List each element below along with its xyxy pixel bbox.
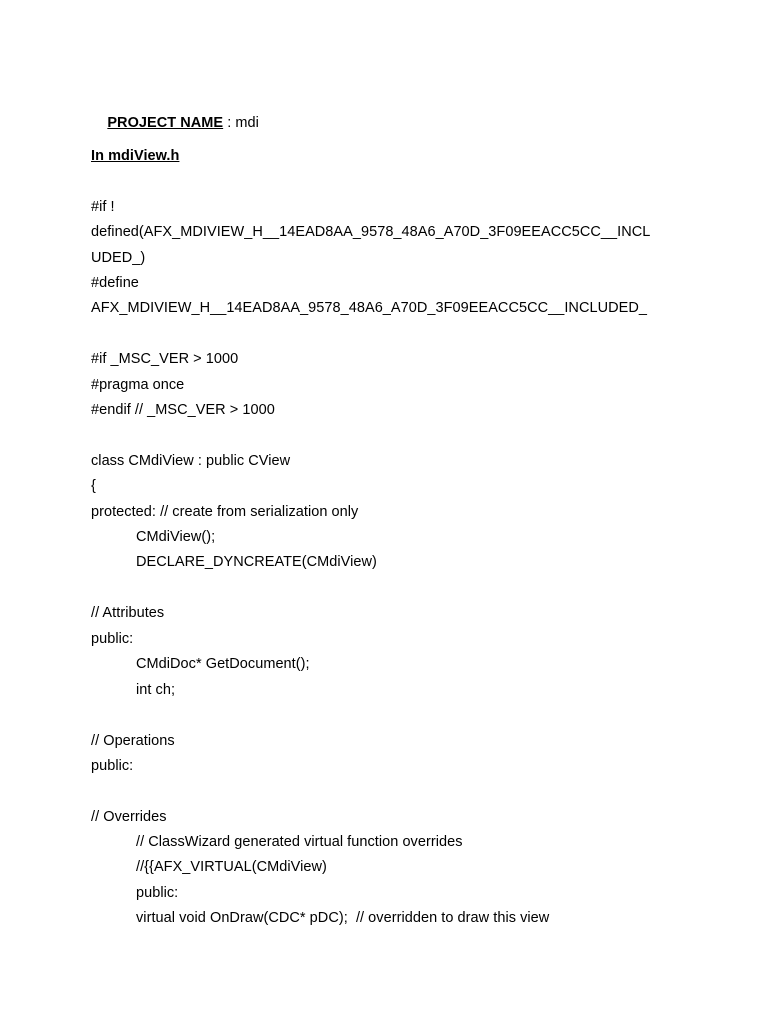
code-line: UDED_) xyxy=(91,250,146,266)
code-line: { xyxy=(91,478,96,494)
code-line: public: xyxy=(91,631,134,647)
code-line: virtual void OnDraw(CDC* pDC); // overridden to draw this view xyxy=(136,910,550,926)
code-line: AFX_MDIVIEW_H__14EAD8AA_9578_48A6_A70D_3F09EEACC5CC__INCLUDED_ xyxy=(91,300,647,316)
code-line: // Overrides xyxy=(91,809,167,825)
project-name-line xyxy=(91,96,259,150)
code-line: int ch; xyxy=(136,682,176,698)
project-name-label: PROJECT NAME xyxy=(107,115,224,131)
code-line: protected: // create from serialization only xyxy=(91,504,359,520)
code-line: #endif // _MSC_VER > 1000 xyxy=(91,402,275,418)
code-line: CMdiDoc* GetDocument(); xyxy=(136,656,310,672)
code-line: #pragma once xyxy=(91,377,185,393)
code-line: #if ! xyxy=(91,199,115,215)
code-line: #define xyxy=(91,275,139,291)
code-line: #if _MSC_VER > 1000 xyxy=(91,351,239,367)
code-line: CMdiView(); xyxy=(136,529,216,545)
code-line: // ClassWizard generated virtual function overrides xyxy=(136,834,463,850)
code-line: DECLARE_DYNCREATE(CMdiView) xyxy=(136,554,377,570)
code-line: public: xyxy=(136,885,179,901)
code-line: defined(AFX_MDIVIEW_H__14EAD8AA_9578_48A6_A70D_3F09EEACC5CC__INCL xyxy=(91,224,651,240)
file-heading: In mdiView.h xyxy=(91,148,180,164)
code-line: // Operations xyxy=(91,733,175,749)
code-line: public: xyxy=(91,758,134,774)
project-name-value: : mdi xyxy=(223,115,259,131)
code-line: // Attributes xyxy=(91,605,165,621)
code-line: class CMdiView : public CView xyxy=(91,453,291,469)
code-line: //{{AFX_VIRTUAL(CMdiView) xyxy=(136,859,327,875)
